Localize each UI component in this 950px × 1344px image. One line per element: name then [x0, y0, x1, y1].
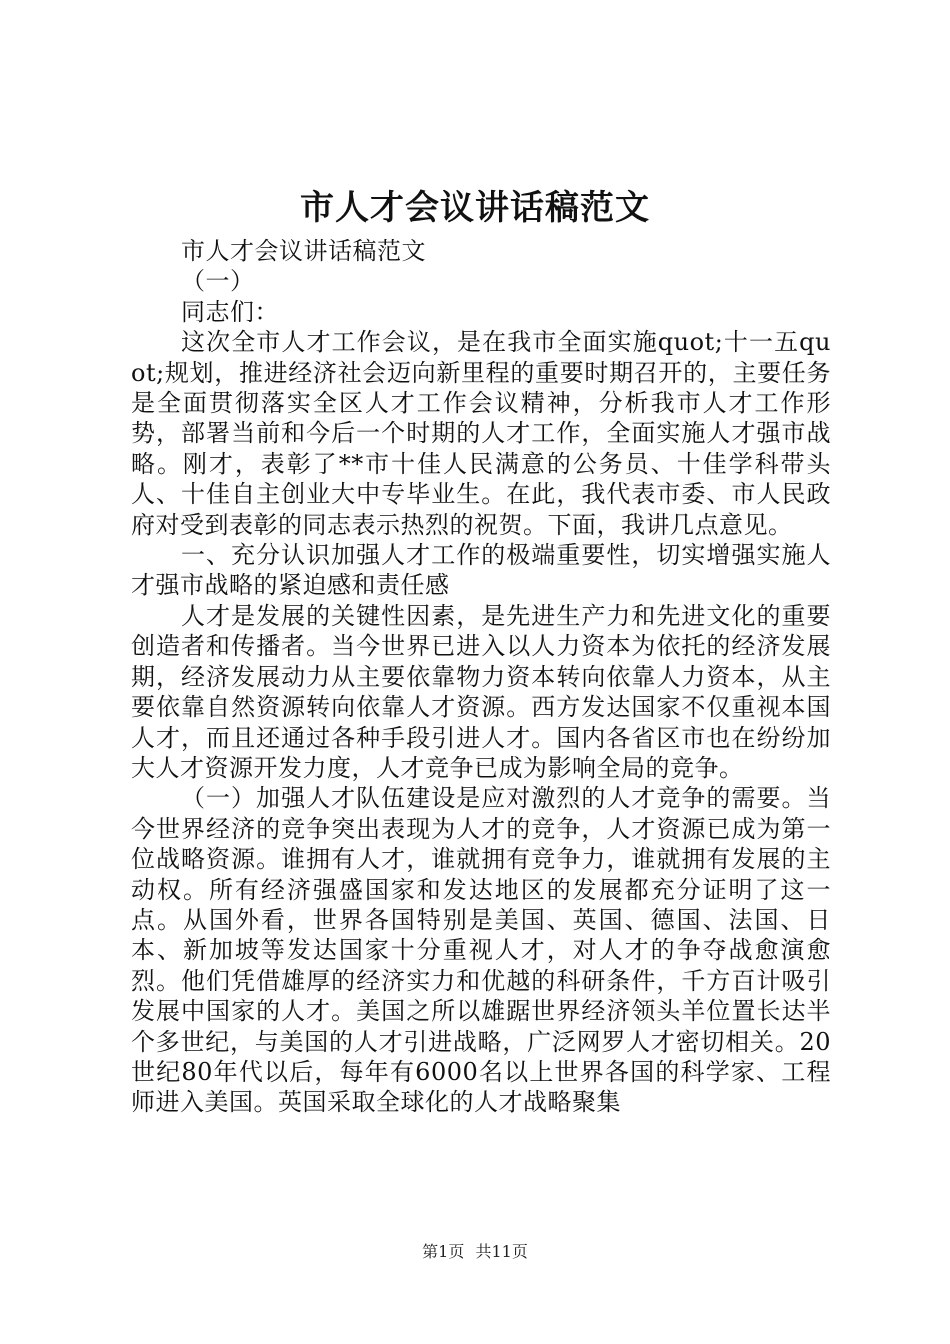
subtitle-paragraph: 市人才会议讲话稿范文: [181, 237, 426, 265]
salutation-paragraph: 同志们：: [181, 297, 279, 326]
body-paragraph: 这次全市人才工作会议，是在我市全面实施quot;十一五quot;规划，推进经济社会迈向新里程的重要时期召开的，主要任务是全面贯彻落实全区人才工作会议精神，分析我市人才工作形势，部署当前和今后一个时期的人才工作，全面实施人才强市战略。刚才，表彰了**市十佳人民满意的公务员、十佳学科带头人、十佳自主创业大中专毕业生。在此，我代表市委、市人民政府对受到表彰的同志表示热烈的祝贺。下面，我讲几点意见。: [131, 328, 831, 539]
section-number-paragraph: （一）: [181, 267, 255, 296]
page-total: 共11页: [475, 1242, 528, 1261]
page-footer: [0, 1242, 950, 1262]
page-number: 第1页: [422, 1242, 465, 1261]
body-paragraph: （一）加强人才队伍建设是应对激烈的人才竞争的需要。当今世界经济的竞争突出表现为人才的竞争，人才资源已成为第一位战略资源。谁拥有人才，谁就拥有竞争力，谁就拥有发展的主动权。所有经济强盛国家和发达地区的发展都充分证明了这一点。从国外看，世界各国特别是美国、英国、德国、法国、日本、新加坡等发达国家十分重视人才，对人才的争夺战愈演愈烈。他们凭借雄厚的经济实力和优越的科研条件，千方百计吸引发展中国家的人才。美国之所以雄踞世界经济领头羊位置长达半个多世纪，与美国的人才引进战略，广泛网罗人才密切相关。20世纪80年代以后，每年有6000名以上世界各国的科学家、工程师进入美国。英国采取全球化的人才战略聚集: [131, 784, 831, 1117]
section-heading-paragraph: 一、充分认识加强人才工作的极端重要性，切实增强实施人才强市战略的紧迫感和责任感: [131, 541, 831, 600]
document-title: 市人才会议讲话稿范文: [300, 188, 650, 228]
document-body: [131, 236, 831, 1118]
body-paragraph: 人才是发展的关键性因素，是先进生产力和先进文化的重要创造者和传播者。当今世界已进入以人力资本为依托的经济发展期，经济发展动力从主要依靠物力资本转向依靠人力资本，从主要依靠自然资源转向依靠人才资源。西方发达国家不仅重视本国人才，而且还通过各种手段引进人才。国内各省区市也在纷纷加大人才资源开发力度，人才竞争已成为影响全局的竞争。: [131, 601, 831, 782]
